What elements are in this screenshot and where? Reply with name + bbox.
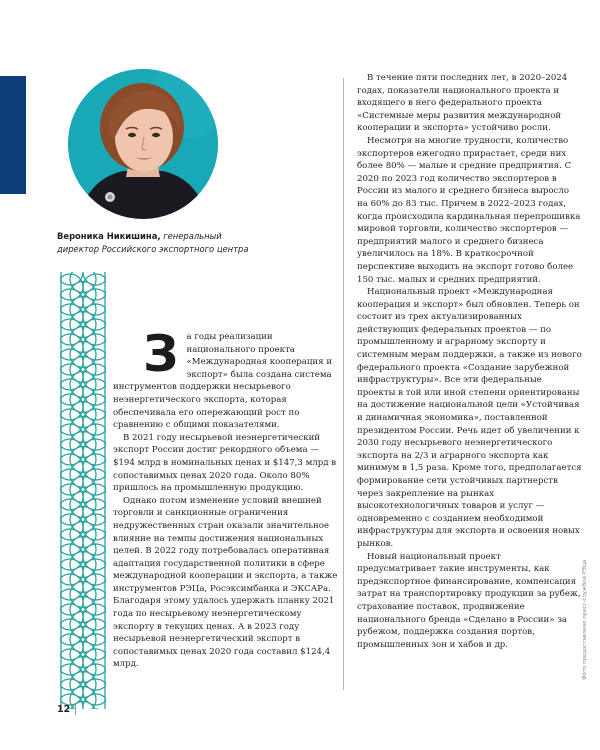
paragraph: Новый национальный проект предусматривает такие инструменты, как предэкспортное финансирование, компенсация затрат на транспортировку продукции за рубеж, страхование поставок, продвижение национального бренда «Сделано в России» за рубежом, поддержка создания портов, промышленных зон и хабов и др.: [357, 551, 581, 650]
ornament-ring: [60, 274, 83, 300]
ornament-ring: [60, 544, 83, 570]
ornament-ring: [83, 394, 106, 420]
lead-paragraph: [113, 325, 338, 432]
ornament-ring: [60, 349, 83, 375]
decorative-ornament: [60, 272, 106, 709]
ornament-ring: [83, 649, 106, 675]
ornament-ring: [60, 664, 83, 690]
ornament-ring: [60, 514, 83, 540]
ornament-ring: [83, 349, 106, 375]
ornament-ring: [83, 529, 106, 555]
ornament-ring: [60, 379, 83, 405]
ornament-ring: [60, 559, 83, 585]
ornament-ring: [60, 334, 83, 360]
ornament-ring: [83, 559, 106, 585]
ornament-ring: [83, 664, 106, 690]
ornament-ring: [83, 364, 106, 390]
ornament-ring: [83, 514, 106, 540]
ornament-ring: [60, 484, 83, 510]
paragraph: Однако потом изменение условий внешней торговли и санкционные ограничения недружественных стран оказали значительное влияние на темпы достижения национальных целей. В 2022 году потребовалась оперативная адаптация государственной политики в сфере международной кооперации и экспорта, а также инструментов РЭЦа, Росэксимбанка и ЭКСАРа. Благодаря этому удалось удержать планку 2021 года по несырьевому неэнергетическому экспорту в текущих ценах. А в 2023 году несырьевой неэнергетический экспорт в сопоставимых ценах 2020 года составил $124,4 млрд.: [113, 495, 338, 670]
ornament-ring: [83, 289, 106, 315]
ornament-ring: [60, 289, 83, 315]
column-divider: [343, 78, 344, 690]
ornament-ring: [60, 454, 83, 480]
photo-credit: Фото предоставлено пресс-службой РЭЦа: [582, 559, 588, 680]
page-number: 12: [57, 704, 71, 715]
ornament-ring: [83, 484, 106, 510]
ornament-ring: [60, 409, 83, 435]
paragraph: В 2021 году несырьевой неэнергетический экспорт России достиг рекордного объема — $194 млрд в номинальных ценах и $147,3 млрд в сопоставимых ценах 2020 года. Около 80% пришлось на промышленную продукцию.: [113, 432, 337, 494]
ornament-ring: [83, 619, 106, 645]
ornament-ring: [60, 469, 83, 495]
lead-paragraph-text: а годы реализации национального проекта «Международная кооперация и экспорт» была создана система инструментов поддержки несырьевого неэнергетического экспорта, которая обеспечивала его опережающий рост по сравнению с общими показателями.: [113, 332, 333, 431]
caption-name: Вероника Никишина,: [57, 231, 161, 241]
ornament-ring: [60, 619, 83, 645]
article-column-right: [357, 72, 582, 651]
paragraph: Национальный проект «Международная кооперация и экспорт» был обновлен. Теперь он состоит из трех актуализированных действующих федеральных проектов — по промышленному и аграрному экспорту и системным мерам поддержки, а также из нового федерального проекта «Создание зарубежной инфраструктуры». Все эти федеральные проекты в той или иной степени ориентированы на достижение национальной цели «Устойчивая и динамичная экономика», поставленной президентом России. Речь идет об увеличении к 2030 году несырьевого неэнергетического экспорта на 2/3 и аграрного экспорта как минимум в 1,5 раза. Кроме того, предполагается формирование сети устойчивых партнерств через закрепление на рынках высокотехнологичных товаров и услуг — одновременно с созданием необходимой инфраструктуры для экспорта и освоения новых рынков.: [357, 287, 582, 549]
ornament-ring: [60, 394, 83, 420]
ornament-ring: [83, 544, 106, 570]
ornament-ring: [60, 499, 83, 525]
ornament-ring: [60, 304, 83, 330]
ornament-ring: [83, 274, 106, 300]
portrait-photo: [68, 69, 218, 219]
ornament-ring: [83, 634, 106, 660]
side-color-bar: [0, 76, 26, 194]
ornament-ring: [83, 379, 106, 405]
ornament-ring: [60, 319, 83, 345]
paragraph: В течение пяти последних лет, в 2020–2024 годах, показатели национального проекта и входящего в него федерального проекта «Системные меры развития международной кооперации и экспорта» устойчиво росли.: [357, 73, 568, 134]
ornament-ring: [60, 649, 83, 675]
ornament-ring: [60, 589, 83, 615]
ornament-ring: [83, 604, 106, 630]
ornament-ring: [83, 304, 106, 330]
article-column-left: [113, 325, 338, 671]
portrait-illustration: [68, 69, 218, 219]
photo-caption: [57, 230, 257, 255]
page-number-separator: [75, 703, 76, 715]
ornament-ring: [83, 499, 106, 525]
ornament-ring: [83, 469, 106, 495]
ornament-ring: [83, 679, 106, 705]
ornament-ring: [83, 454, 106, 480]
ornament-ring: [60, 364, 83, 390]
drop-cap: З: [143, 325, 179, 383]
ornament-ring: [83, 574, 106, 600]
ornament-ring: [83, 439, 106, 465]
paragraph: Несмотря на многие трудности, количество экспортеров ежегодно прирастает, среди них более 80% — малые и средние предприятия. С 2020 по 2023 год количество экспортеров в России из малого и среднего бизнеса выросло на 60% до 83 тыс. Причем в 2022–2023 годах, когда происходила кардинальная перепрошивка мировой торговли, количество экспортеров — предприятий малого и среднего бизнеса увеличилось на 18%. В краткосрочной перспективе выходить на экспорт готово более 150 тыс. малых и средних предприятий.: [357, 135, 581, 285]
ornament-ring: [60, 604, 83, 630]
ornament-ring: [83, 409, 106, 435]
ornament-ring: [83, 334, 106, 360]
ornament-ring: [60, 529, 83, 555]
ornament-ring: [60, 439, 83, 465]
ornament-ring: [83, 319, 106, 345]
ornament-ring: [60, 424, 83, 450]
ornament-ring: [83, 589, 106, 615]
ornament-ring: [60, 679, 83, 705]
ornament-ring: [83, 424, 106, 450]
caption-role: генеральный директор Российского экспортного центра: [57, 231, 249, 254]
ornament-ring: [60, 634, 83, 660]
ornament-ring: [60, 574, 83, 600]
